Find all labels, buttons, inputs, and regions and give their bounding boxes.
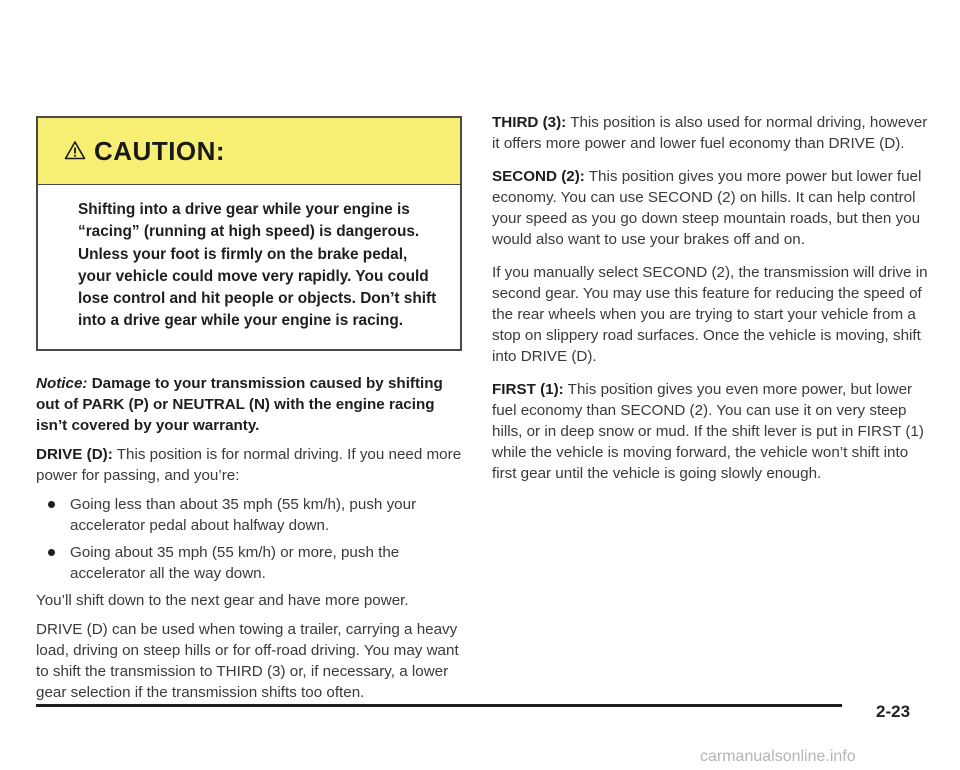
second-paragraph [492, 166, 928, 250]
list-item: Going about 35 mph (55 km/h) or more, push the accelerator all the way down. [36, 542, 462, 584]
first-paragraph [492, 379, 928, 484]
drive-towing-text: DRIVE (D) can be used when towing a trailer, carrying a heavy load, driving on steep hills or for off-road driving. You may want to shift the transmission to THIRD (3) or, if necessary, a lower gear selection if the transmission shifts too often. [36, 620, 459, 701]
drive-after-text: You’ll shift down to the next gear and have more power. [36, 591, 409, 609]
caution-title: CAUTION: [94, 135, 226, 166]
third-heading: THIRD (3): [492, 114, 567, 131]
second-text: This position gives you more power but lower fuel economy. You can use SECOND (2) on hills. It can help control your speed as you go down steep mountain roads, but then you would also want to use your brakes off and on. [492, 168, 922, 248]
drive-intro: This position is for normal driving. If you need more power for passing, and you’re: [36, 445, 462, 484]
second-manual-text: If you manually select SECOND (2), the transmission will drive in second gear. You may use this feature for reducing the speed of the rear wheels when you are trying to start your vehicle from a stop on slippery road surfaces. Once the vehicle is moving, shift into DRIVE (D). [492, 264, 928, 365]
left-column [36, 116, 462, 711]
third-text: This position is also used for normal driving, however it offers more power and lower fuel economy than DRIVE (D). [492, 114, 928, 152]
notice-paragraph [36, 373, 462, 436]
first-heading: FIRST (1): [492, 381, 564, 398]
watermark-text: carmanualsonline.info [700, 748, 856, 765]
page-number: 2-23 [876, 702, 911, 721]
drive-bullet-list [36, 494, 462, 584]
drive-heading: DRIVE (D): [36, 445, 113, 463]
caution-box [36, 116, 462, 351]
caution-header [38, 118, 460, 184]
third-paragraph [492, 112, 928, 154]
list-item: Going less than about 35 mph (55 km/h), push your accelerator pedal about halfway down. [36, 494, 462, 536]
first-text: This position gives you even more power, but lower fuel economy than SECOND (2). You can use it on very steep hills, or in deep snow or mud. If the shift lever is put in FIRST (1) while the vehicle is moving forward, the vehicle won’t shift into first gear until the vehicle is going slowly enough. [492, 381, 924, 482]
notice-text: Damage to your transmission caused by shifting out of PARK (P) or NEUTRAL (N) with the engine racing isn’t covered by your warranty. [36, 374, 443, 434]
caution-text: Shifting into a drive gear while your engine is “racing” (running at high speed) is dangerous. Unless your foot is firmly on the brake pedal, your vehicle could move very rapidly. You could lose control and hit people or objects. Don’t shift into a drive gear while your engine is racing. [38, 184, 460, 349]
warning-triangle-icon [64, 140, 86, 162]
drive-paragraph [36, 444, 462, 486]
second-heading: SECOND (2): [492, 168, 585, 185]
footer-rule [36, 704, 842, 707]
right-column [492, 112, 928, 492]
notice-label: Notice: [36, 374, 88, 392]
